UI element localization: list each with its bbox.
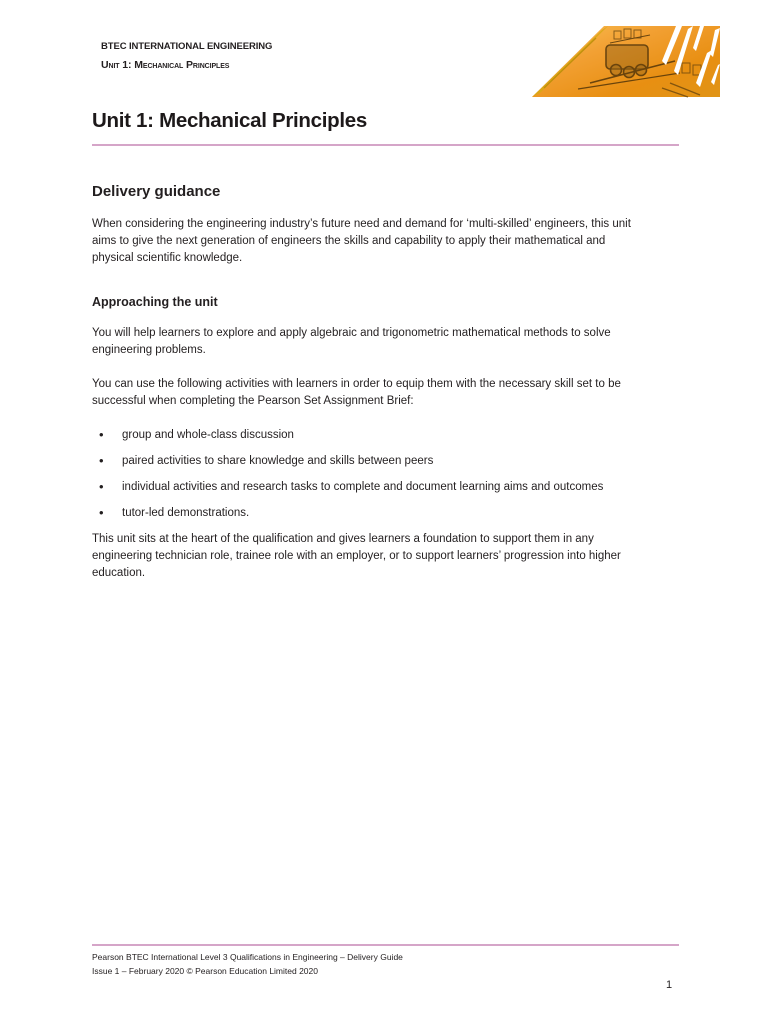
activities-bullet-list	[92, 427, 632, 522]
section-heading-delivery-guidance: Delivery guidance	[92, 183, 221, 200]
footer-line-title: Pearson BTEC International Level 3 Qualifications in Engineering – Delivery Guide	[92, 952, 403, 962]
page-title: Unit 1: Mechanical Principles	[92, 109, 367, 132]
footer-line-issue: Issue 1 – February 2020 © Pearson Education Limited 2020	[92, 965, 318, 976]
list-item: • paired activities to share knowledge and skills between peers	[92, 453, 632, 470]
title-divider-rule	[92, 144, 679, 146]
list-item: • group and whole-class discussion	[92, 427, 632, 444]
running-header	[101, 41, 272, 71]
closing-paragraph: This unit sits at the heart of the qualification and gives learners a foundation to support them in any engineering technician role, trainee role with an employer, or to support learners’ progression into higher education.	[92, 533, 621, 579]
engineering-collage-image	[530, 25, 720, 98]
body-content	[92, 183, 632, 599]
paragraph-activities-lead-in: You can use the following activities with learners in order to equip them with the necessary skill set to be successful when completing the Pearson Set Assignment Brief:	[92, 378, 621, 407]
footer	[92, 951, 403, 978]
list-item: • individual activities and research tasks to complete and document learning aims and outcomes	[92, 479, 632, 496]
paragraph-methods: You will help learners to explore and apply algebraic and trigonometric mathematical methods to solve engineering problems.	[92, 327, 611, 356]
list-item: • tutor-led demonstrations.	[92, 505, 632, 522]
sub-heading-approaching-the-unit: Approaching the unit	[92, 295, 218, 309]
footer-divider-rule	[92, 944, 679, 946]
header-series-label: BTEC INTERNATIONAL ENGINEERING	[101, 41, 273, 52]
page-number: 1	[666, 979, 673, 991]
intro-paragraph: When considering the engineering industry’s future need and demand for ‘multi-skilled’ engineers, this unit aims to give the next generation of engineers the skills and capability to apply their mathematical and physical scientific knowledge.	[92, 218, 631, 264]
header-unit-label: Unit 1: Mechanical Principles	[101, 59, 230, 71]
